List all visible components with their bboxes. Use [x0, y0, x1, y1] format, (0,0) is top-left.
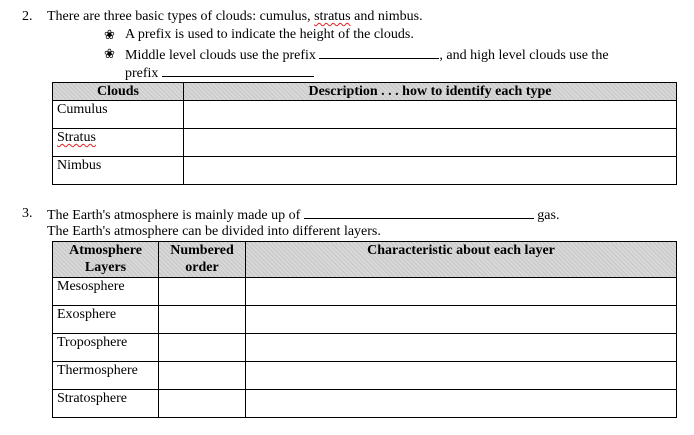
characteristic-cell[interactable]: [246, 334, 677, 362]
table-row: [53, 101, 677, 129]
table-row: [53, 129, 677, 157]
clouds-header-description: Description . . . how to identify each type: [184, 83, 677, 101]
atmosphere-header-layers: Atmosphere Layers: [53, 242, 159, 278]
order-cell[interactable]: [159, 362, 246, 390]
table-row: [53, 334, 677, 362]
line-1-after: gas.: [533, 208, 560, 223]
intro-text: There are three basic types of clouds: cumulus,: [47, 9, 315, 24]
description-cell[interactable]: [184, 157, 677, 185]
bullet-2-continuation: [125, 64, 314, 82]
order-cell[interactable]: [159, 390, 246, 418]
atmosphere-table: [52, 241, 677, 418]
clouds-header-type: Clouds: [53, 83, 184, 101]
middle-prefix-blank[interactable]: [319, 46, 439, 59]
bullet-1-text: A prefix is used to indicate the height of the clouds.: [125, 27, 414, 42]
order-cell[interactable]: [159, 334, 246, 362]
clouds-table-header: [53, 83, 677, 101]
table-row: [53, 278, 677, 306]
order-cell[interactable]: [159, 306, 246, 334]
table-row: [53, 157, 677, 185]
cloud-type-cell: Nimbus: [53, 157, 184, 185]
characteristic-cell[interactable]: [246, 390, 677, 418]
cloud-type-cell: Cumulus: [53, 101, 184, 129]
question-3-line-1: [47, 206, 559, 224]
description-cell[interactable]: [184, 129, 677, 157]
order-cell[interactable]: [159, 278, 246, 306]
bullet-icon: ❀: [104, 27, 115, 42]
high-prefix-blank[interactable]: [162, 64, 314, 77]
description-cell[interactable]: [184, 101, 677, 129]
bullet-2-text: [125, 46, 609, 64]
cloud-type-text: Stratus: [57, 130, 96, 145]
table-row: [53, 390, 677, 418]
question-2-number: 2.: [22, 9, 33, 24]
table-row: [53, 362, 677, 390]
line-1-before: The Earth's atmosphere is mainly made up of: [47, 208, 304, 223]
layer-name-cell: Mesosphere: [53, 278, 159, 306]
bullet-icon: ❀: [104, 46, 115, 61]
intro-squiggle-word: stratus: [314, 9, 351, 24]
question-2-intro: [47, 9, 423, 25]
characteristic-cell[interactable]: [246, 278, 677, 306]
cloud-type-cell: [53, 129, 184, 157]
atmosphere-gas-blank[interactable]: [304, 206, 534, 219]
layer-name-cell: Exosphere: [53, 306, 159, 334]
layer-name-cell: Troposphere: [53, 334, 159, 362]
layer-name-cell: Stratosphere: [53, 390, 159, 418]
atmosphere-header-characteristic: Characteristic about each layer: [246, 242, 677, 278]
question-3-number: 3.: [22, 206, 33, 221]
prefix-label: prefix: [125, 66, 162, 81]
bullet-2-after: , and high level clouds use the: [439, 48, 609, 63]
question-3-line-2: The Earth's atmosphere can be divided into different layers.: [47, 224, 381, 239]
atmosphere-table-header: [53, 242, 677, 278]
characteristic-cell[interactable]: [246, 362, 677, 390]
clouds-table: [52, 82, 677, 185]
table-row: [53, 306, 677, 334]
characteristic-cell[interactable]: [246, 306, 677, 334]
atmosphere-header-order: Numbered order: [159, 242, 246, 278]
layer-name-cell: Thermosphere: [53, 362, 159, 390]
intro-text-end: and nimbus.: [350, 9, 423, 24]
bullet-2-before: Middle level clouds use the prefix: [125, 48, 320, 63]
